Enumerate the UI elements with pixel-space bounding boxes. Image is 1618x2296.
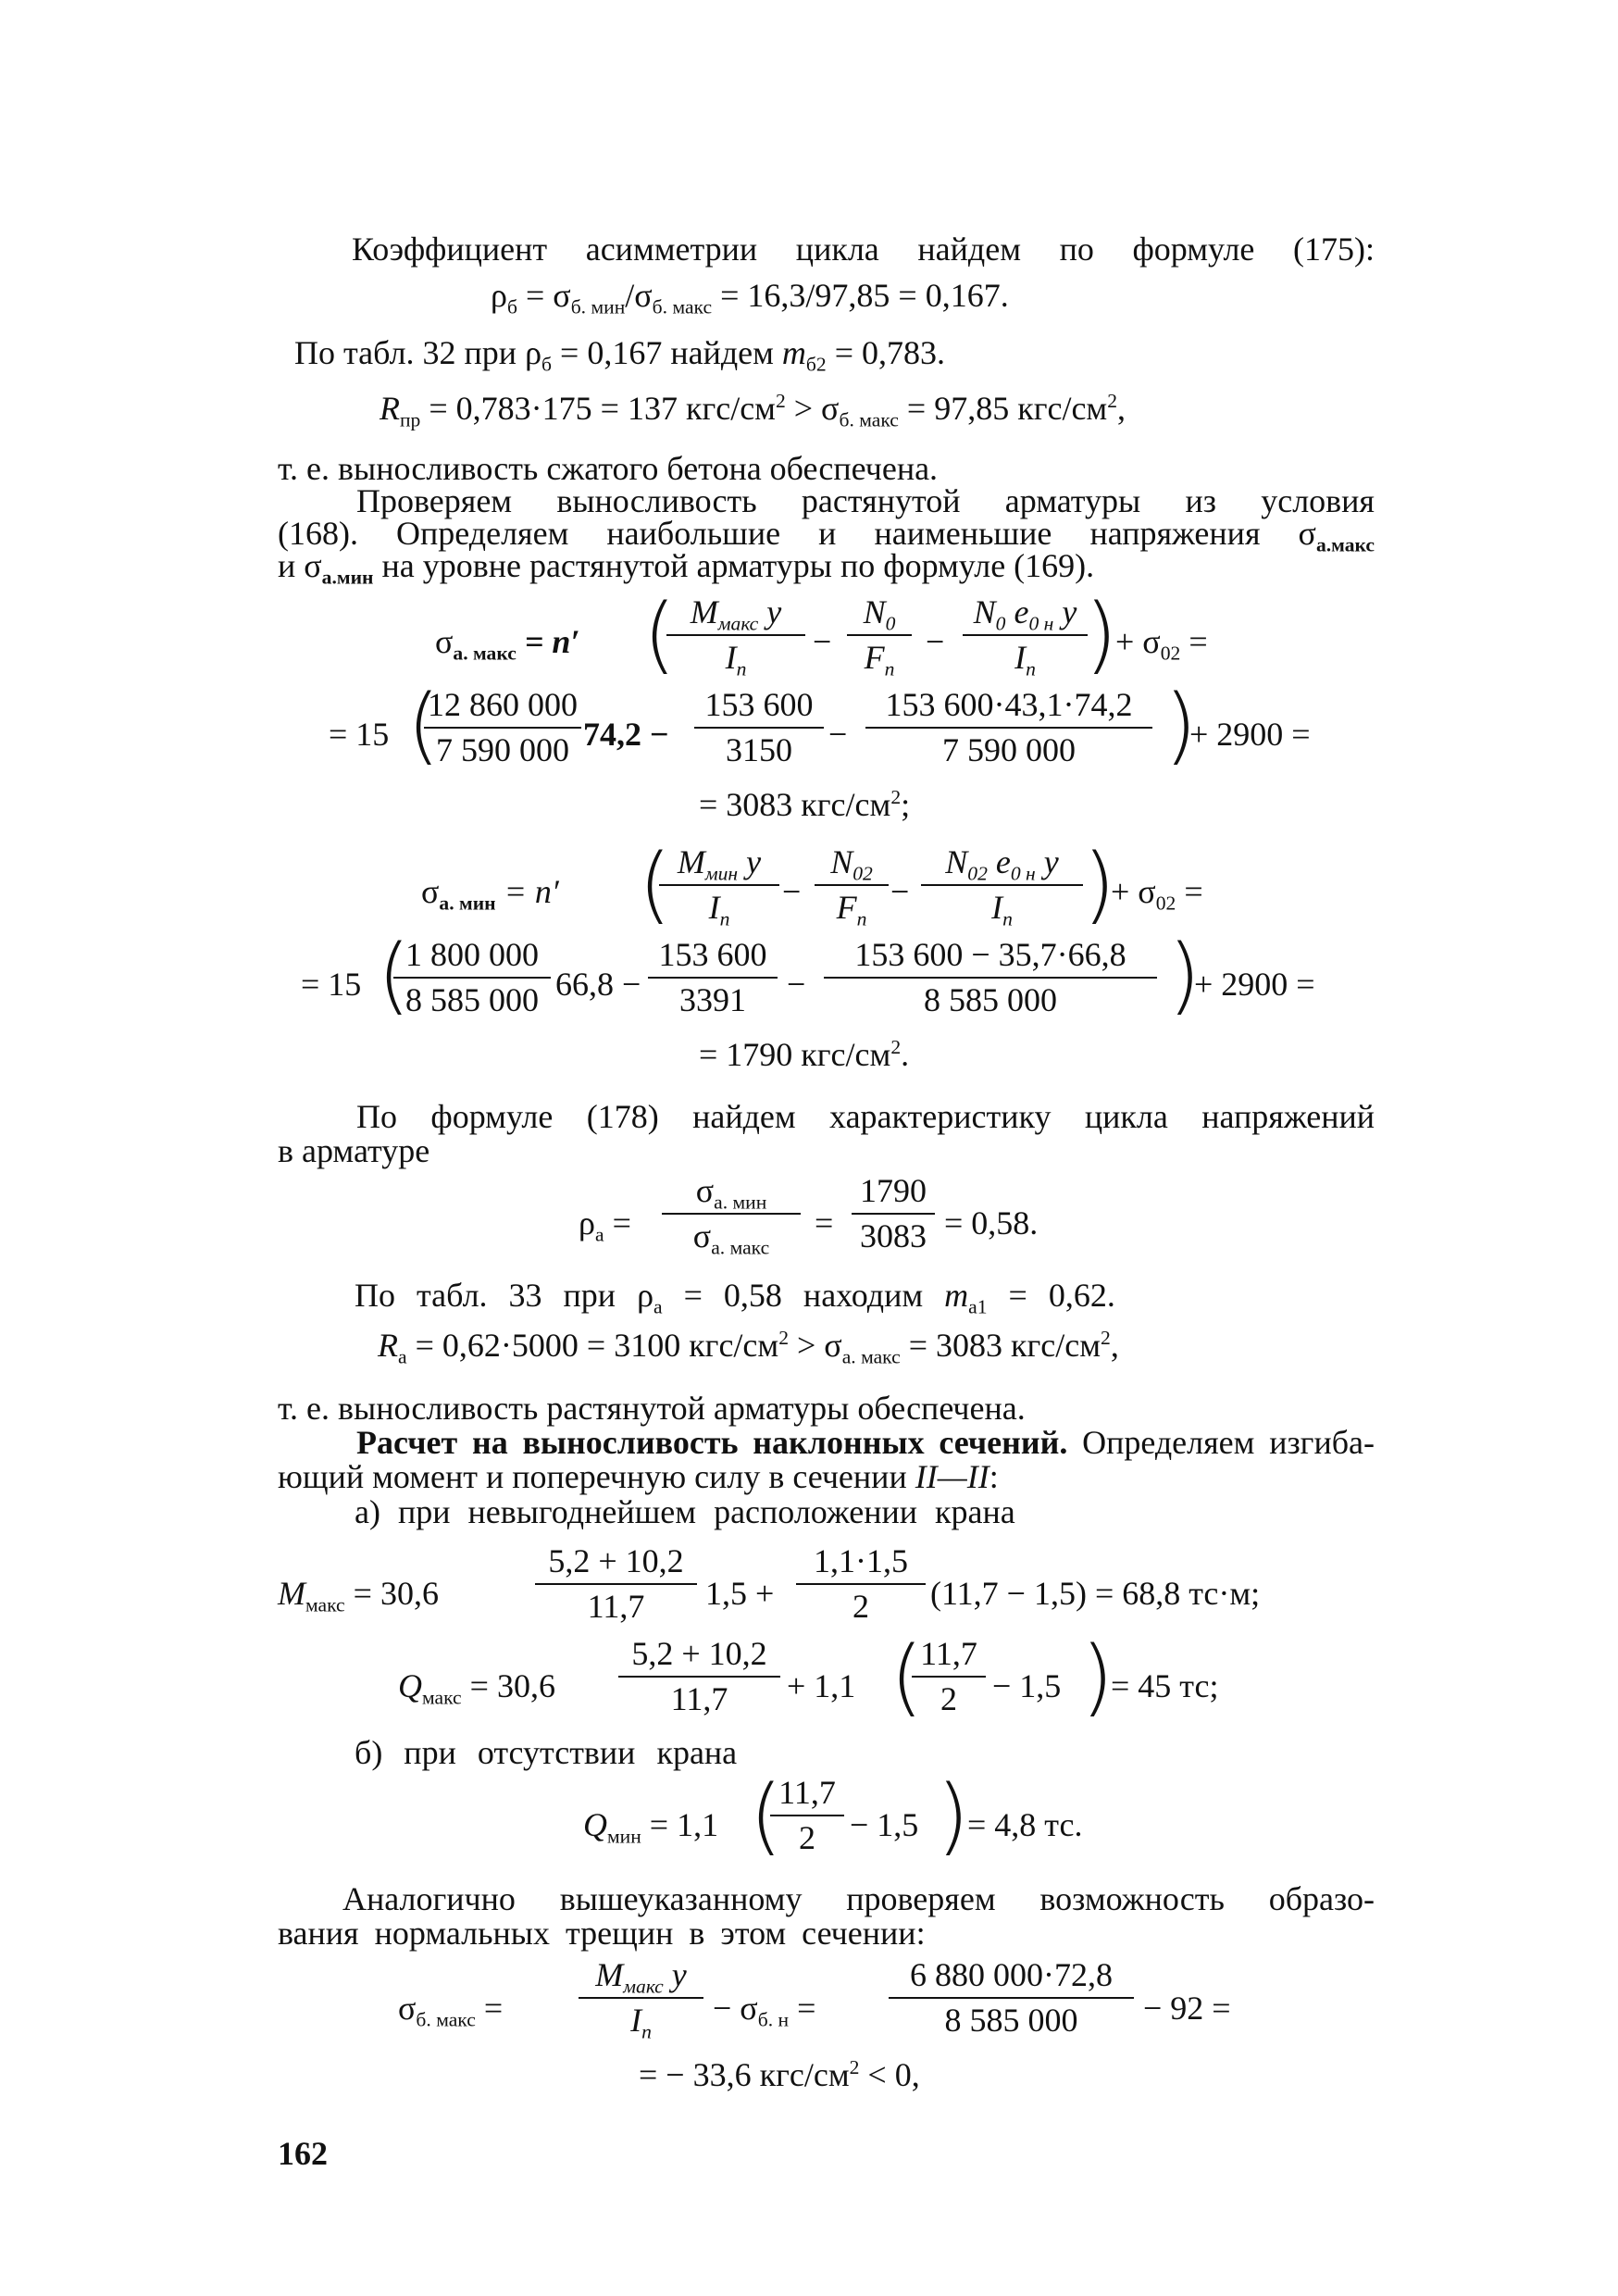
formula-text: 8 585 000 (405, 981, 539, 1019)
text: m (944, 1277, 969, 1314)
formula-text: e (1005, 593, 1029, 630)
formula-text: e (987, 843, 1011, 880)
paren-right: ) (937, 1767, 970, 1865)
formula-subscript: а. макс (841, 1345, 901, 1368)
formula-text: 5,2 + 10,2 (631, 1635, 767, 1672)
formula-text: R (380, 390, 400, 427)
formula-subscript: 0 н (1010, 862, 1036, 885)
paragraph-line: Аналогично вышеуказанному проверяем возможность образо- (342, 1880, 1375, 1917)
formula-subscript: п (1002, 907, 1013, 930)
text: ющий момент и поперечную силу в сечении (278, 1458, 915, 1495)
formula-text: N (945, 843, 968, 880)
formula-text: − 1,5 (992, 1667, 1062, 1704)
formula-text: = 0,58. (944, 1204, 1039, 1242)
text: и σ (278, 547, 322, 584)
fraction (662, 1171, 801, 1259)
paragraph-line: т. е. выносливость сжатого бетона обеспечена. (278, 450, 939, 487)
formula-text: I (708, 889, 720, 927)
paragraph-line (278, 546, 1095, 589)
paragraph-line: т. е. выносливость растянутой арматуры обеспечена. (278, 1390, 1026, 1427)
formula-text: < 0, (859, 2056, 920, 2093)
formula-text: 12 860 000 (428, 686, 578, 723)
paren-right: ) (1081, 1628, 1114, 1726)
formula-superscript: 2 (1107, 390, 1118, 413)
paren-left: ( (639, 836, 672, 933)
fraction (648, 935, 778, 1020)
formula-mid (713, 1989, 816, 2031)
formula-text: > σ (788, 1327, 842, 1364)
formula-text: M (677, 843, 705, 880)
formula-lhs (398, 1666, 555, 1709)
paren-left: ( (378, 927, 411, 1024)
formula-text: − (890, 873, 910, 910)
formula-text: = 0,783·175 = 137 кгс/см (420, 390, 776, 427)
formula-text: y (1053, 593, 1077, 630)
formula-subscript: а. макс (453, 642, 517, 665)
fraction (796, 1541, 926, 1627)
formula-subscript: п (641, 2020, 652, 2043)
paragraph-line: По формуле (178) найдем характеристику цикла напряжений (356, 1098, 1375, 1135)
formula-text: − σ (713, 1990, 758, 2027)
formula-text: − 1,5 (850, 1806, 919, 1843)
formula-text: 11,7 (670, 1680, 728, 1718)
formula-text: y (738, 843, 762, 880)
formula-text: + 2900 = (1194, 966, 1315, 1003)
fraction (963, 593, 1088, 678)
formula-subscript: б. макс (416, 2008, 476, 2031)
formula-text: + 2900 = (1189, 716, 1311, 753)
formula-text: − (782, 873, 802, 910)
formula-subscript: мин (607, 1825, 641, 1848)
text: По табл. 33 при ρ (355, 1277, 654, 1314)
subscript: б2 (805, 353, 827, 376)
formula-text: ρ (491, 277, 507, 314)
formula-text: = n′ (495, 873, 559, 910)
formula-text: 2 (940, 1680, 957, 1718)
formula-subscript: макс (623, 1975, 664, 1998)
formula-text: M (278, 1575, 305, 1612)
formula-subscript: 02 (967, 862, 988, 885)
formula-result (699, 785, 910, 825)
formula-lhs (278, 1574, 439, 1614)
formula-subscript: 0 (995, 612, 1006, 635)
fraction (666, 593, 805, 678)
formula-text: y (663, 1956, 687, 1993)
formula-text: 8 585 000 (924, 981, 1057, 1019)
formula-result (699, 1035, 909, 1075)
formula-text: 5,2 + 10,2 (548, 1542, 684, 1579)
paren-right: ) (1085, 586, 1118, 683)
formula-text: = 30,6 (461, 1667, 555, 1704)
text: II—II (915, 1458, 989, 1495)
formula-text: σ (398, 1990, 417, 2027)
formula-text: F (864, 639, 885, 677)
formula-text: = (789, 1990, 816, 2027)
formula-subscript: 02 (1155, 892, 1176, 915)
formula-text: = (475, 1990, 504, 2027)
formula-subscript: а. мин (439, 892, 496, 915)
formula-text: ρ (579, 1204, 595, 1242)
formula-text: 7 590 000 (942, 731, 1076, 769)
formula-text: = (1176, 873, 1203, 910)
text: = 0,58 находим (662, 1277, 945, 1314)
formula-superscript: 2 (1101, 1327, 1111, 1350)
formula-subscript: 02 (853, 862, 873, 885)
formula-text: = (1180, 623, 1208, 660)
text: m (781, 334, 806, 371)
formula-text: Q (398, 1667, 422, 1704)
formula-subscript: б. макс (839, 408, 899, 431)
formula-text: 3150 (726, 731, 792, 769)
formula-text: = 15 (329, 716, 390, 753)
fraction (815, 842, 889, 928)
formula-text: I (725, 639, 737, 677)
formula-text: I (630, 2002, 642, 2040)
formula-subscript: 0 (885, 612, 896, 635)
formula-text: . (901, 1036, 910, 1073)
formula-subscript: п (856, 907, 867, 930)
formula-text: − (926, 623, 945, 660)
formula-superscript: 2 (778, 1327, 789, 1350)
formula-text: = 97,85 кгс/см (898, 390, 1108, 427)
paragraph-line: в арматуре (278, 1132, 430, 1169)
fraction (865, 685, 1152, 770)
formula-subscript: макс (422, 1686, 462, 1709)
formula-text: = 15 (301, 966, 362, 1003)
paren-left: ( (407, 677, 441, 774)
formula-text: /σ (625, 277, 653, 314)
paragraph-line (355, 1276, 1115, 1316)
text: Определяем изгиба- (1067, 1424, 1375, 1461)
formula-result (639, 2055, 920, 2095)
formula-text: σ (692, 1217, 712, 1255)
formula-text: = n′ (516, 623, 580, 660)
formula-subscript: 0 н (1028, 612, 1054, 635)
formula-text: 8 585 000 (944, 2002, 1078, 2040)
formula-text: 1790 (860, 1172, 927, 1209)
formula-text: 2 (799, 1819, 815, 1857)
page-number: 162 (278, 2135, 328, 2172)
subscript: б (541, 353, 553, 376)
formula-text: = 1,1 (641, 1806, 719, 1843)
fraction (847, 593, 912, 678)
text: на уровне растянутой арматуры по формуле (169). (373, 547, 1095, 584)
formula-text: 3083 (860, 1217, 927, 1255)
formula-text: = (604, 1204, 631, 1242)
paragraph-line (294, 333, 946, 376)
formula-text: ; (901, 786, 911, 823)
formula-text: N (973, 593, 996, 630)
formula-subscript: а. мин (714, 1191, 767, 1214)
fraction (579, 1955, 703, 2043)
formula-text: 153 600·43,1·74,2 (885, 686, 1133, 723)
fraction (535, 1541, 697, 1627)
paren-right: ) (1168, 927, 1201, 1024)
text: = 0,783. (826, 334, 946, 371)
paragraph-line (278, 1457, 999, 1497)
fraction (659, 842, 779, 928)
formula-superscript: 2 (890, 1036, 902, 1059)
formula-text: = σ (517, 277, 571, 314)
formula-text: (11,7 − 1,5) = 68,8 тс·м; (930, 1575, 1261, 1612)
formula-lhs (398, 1989, 504, 2031)
formula-text: σ (421, 873, 440, 910)
formula-text: 74,2 − (583, 716, 669, 753)
text: По табл. 32 при ρ (294, 334, 542, 371)
formula-superscript: 2 (890, 786, 902, 809)
formula-text: 11,7 (778, 1774, 836, 1811)
formula-subscript: а (398, 1345, 407, 1368)
formula-text: = 45 тс; (1111, 1667, 1219, 1704)
formula-text: F (836, 889, 857, 927)
subscript: а.макс (1315, 533, 1375, 556)
formula-text: 1 800 000 (405, 936, 539, 973)
fraction (393, 935, 551, 1020)
formula-subscript: п (884, 657, 895, 680)
formula-subscript: мин (704, 862, 739, 885)
formula-text: + σ (1111, 873, 1156, 910)
text: = 0,62. (987, 1277, 1115, 1314)
formula-asymmetry-coefficient (491, 276, 1009, 316)
formula-text: I (1014, 639, 1027, 677)
paren-left: ( (890, 1628, 924, 1726)
subscript: а (653, 1295, 663, 1318)
formula-text: Q (583, 1806, 607, 1843)
formula-text: − (787, 966, 806, 1003)
formula-text: 153 600 − 35,7·66,8 (854, 936, 1126, 973)
formula-text: N (863, 593, 886, 630)
formula-subscript: пр (400, 408, 421, 431)
formula-text: I (991, 889, 1003, 927)
fraction (824, 935, 1157, 1020)
fraction (694, 685, 824, 770)
formula-reinforcement-strength (378, 1326, 1119, 1366)
formula-text: − (813, 623, 832, 660)
formula-text: R (378, 1327, 398, 1364)
formula-text: 153 600 (658, 936, 767, 973)
formula-subscript: б. макс (652, 295, 713, 318)
formula-subscript: б (506, 295, 517, 318)
formula-text: = 3083 кгс/см (699, 786, 891, 823)
formula-text: 2 (853, 1588, 869, 1626)
formula-text: 6 880 000·72,8 (910, 1956, 1113, 1993)
formula-subscript: 02 (1160, 642, 1181, 665)
formula-text: 1,5 + (705, 1575, 775, 1612)
formula-text: , (1117, 390, 1126, 427)
formula-text: 66,8 − (555, 966, 641, 1003)
formula-concrete-strength (380, 389, 1126, 429)
formula-text: = 0,62·5000 = 3100 кгс/см (406, 1327, 779, 1364)
formula-text: = 30,6 (344, 1575, 439, 1612)
fraction (889, 1955, 1134, 2040)
formula-subscript: п (736, 657, 747, 680)
formula-text: σ (695, 1172, 715, 1209)
formula-text: + σ (1115, 623, 1161, 660)
formula-text: = 4,8 тс. (967, 1806, 1083, 1843)
formula-text: y (758, 593, 782, 630)
formula-subscript: б. мин (570, 295, 626, 318)
formula-text: − 92 = (1143, 1990, 1231, 2027)
formula-text: 11,7 (920, 1635, 977, 1672)
formula-subscript: а (594, 1223, 604, 1246)
formula-lhs (435, 622, 580, 665)
formula-text: = − 33,6 кгс/см (639, 2056, 850, 2093)
formula-subscript: п (1026, 657, 1036, 680)
formula-lhs (583, 1805, 719, 1848)
formula-text: 11,7 (587, 1588, 645, 1626)
formula-text: 153 600 (704, 686, 814, 723)
formula-lhs (421, 872, 559, 915)
formula-subscript: макс (717, 612, 759, 635)
formula-text: 7 590 000 (436, 731, 569, 769)
formula-text: , (1110, 1327, 1119, 1364)
formula-text: 3391 (679, 981, 746, 1019)
section-heading: Расчет на выносливость наклонных сечений. (356, 1424, 1068, 1461)
paren-right: ) (1083, 836, 1116, 933)
formula-subscript: макс (305, 1593, 345, 1616)
formula-subscript: а. макс (711, 1236, 770, 1259)
formula-tail (1115, 622, 1208, 665)
formula-text: 1,1·1,5 (814, 1542, 908, 1579)
fraction (921, 842, 1083, 928)
formula-subscript: п (719, 907, 730, 930)
formula-text: + 1,1 (787, 1667, 856, 1704)
paragraph-line: б) при отсутствии крана (355, 1734, 738, 1771)
formula-text: = (815, 1204, 834, 1242)
formula-text: y (1035, 843, 1059, 880)
paren-left: ( (750, 1767, 783, 1865)
text: = 0,167 найдем (552, 334, 782, 371)
fraction (424, 685, 581, 770)
formula-text: M (595, 1956, 624, 1993)
paragraph-line: а) при невыгоднейшем расположении крана (355, 1493, 1015, 1530)
paren-right: ) (1164, 677, 1198, 774)
formula-superscript: 2 (849, 2056, 860, 2079)
formula-text: N (830, 843, 853, 880)
fraction (618, 1634, 780, 1719)
subscript: а.мин (321, 566, 374, 589)
formula-text: = 3083 кгс/см (900, 1327, 1101, 1364)
formula-text: σ (435, 623, 454, 660)
formula-text: = 16,3/97,85 = 0,167. (712, 277, 1009, 314)
paragraph-line: Проверяем выносливость растянутой арматуры из условия (356, 482, 1375, 519)
fraction (770, 1773, 844, 1858)
fraction (912, 1634, 986, 1719)
fraction (852, 1171, 935, 1256)
formula-subscript: б. н (757, 2008, 790, 2031)
formula-text: − (828, 716, 848, 753)
text: : (989, 1458, 999, 1495)
text: (168). Определяем наибольшие и наименьшие напряжения σ (278, 515, 1316, 552)
formula-lhs (579, 1204, 631, 1246)
formula-text: M (690, 593, 718, 630)
formula-text: = 1790 кгс/см (699, 1036, 891, 1073)
subscript: а1 (968, 1295, 988, 1318)
paren-left: ( (643, 586, 677, 683)
formula-superscript: 2 (775, 390, 786, 413)
paragraph-line: Коэффициент асимметрии цикла найдем по формуле (175): (352, 231, 1375, 268)
formula-tail (1111, 872, 1203, 915)
paragraph-line: вания нормальных трещин в этом сечении: (278, 1915, 926, 1952)
formula-text: > σ (785, 390, 840, 427)
